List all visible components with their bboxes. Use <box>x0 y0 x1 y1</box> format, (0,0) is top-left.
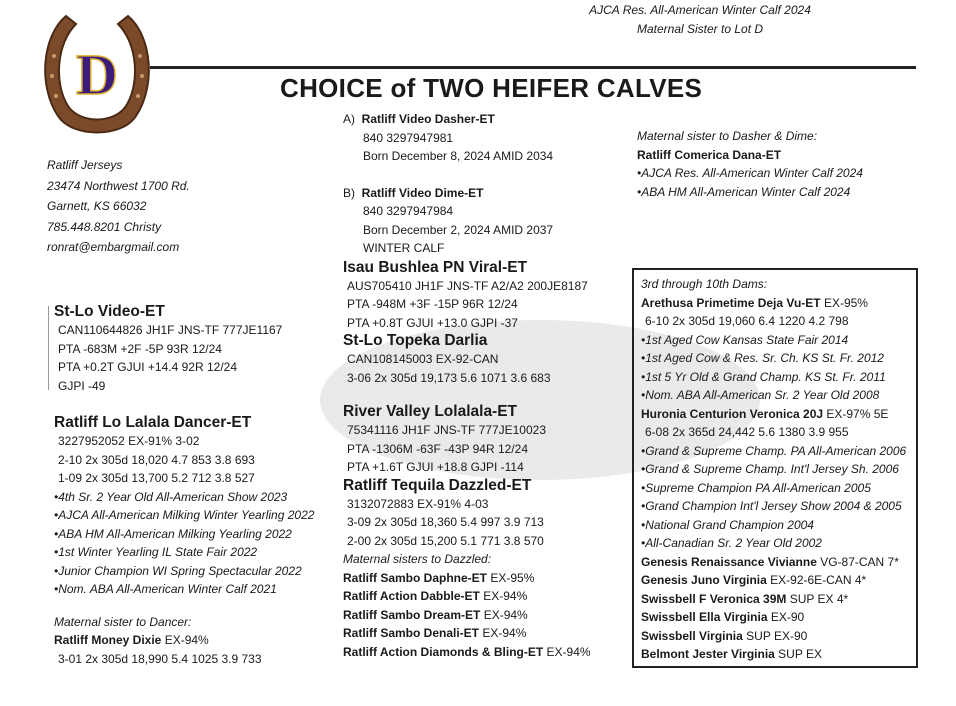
sire-of-sire-name: Isau Bushlea PN Viral-ET <box>343 258 528 276</box>
logo-letter: D <box>76 42 118 107</box>
sire-dam-column <box>54 303 344 668</box>
dazzled-sister-name: Ratliff Sambo Dream-ET <box>343 607 481 622</box>
calf-a-reg: 840 3297947981 <box>363 130 454 145</box>
ancestor-dam-name: Swissbell Virginia <box>641 628 743 643</box>
dam-4-award: •Grand Champion Int'l Jersey Show 2004 & 2005 <box>641 499 902 513</box>
sire-line-4: GJPI -49 <box>58 378 106 393</box>
dam-name: Ratliff Lo Lalala Dancer-ET <box>54 414 252 431</box>
dam-line-3: 1-09 2x 305d 13,700 5.2 712 3.8 527 <box>58 471 255 485</box>
dazzled-sister-score: EX-94% <box>479 589 528 603</box>
dam-3-award: •Nom. ABA All-American Sr. 2 Year Old 2008 <box>641 388 880 402</box>
ancestor-dam-name: Swissbell Ella Virginia <box>641 610 768 624</box>
bracket-line <box>48 306 49 390</box>
calf-a-born: Born December 8, 2024 AMID 2034 <box>363 149 554 163</box>
dam-3-award: •1st Aged Cow & Res. Sr. Ch. KS St. Fr. 2012 <box>641 351 884 365</box>
sire-of-sire-line-3: PTA +0.8T GJUI +13.0 GJPI -37 <box>347 315 518 330</box>
dams-box-label: 3rd through 10th Dams: <box>641 277 768 291</box>
calf-b-reg: 840 3297947984 <box>363 204 454 218</box>
dam-3-award: •1st 5 Yr Old & Grand Champ. KS St. Fr. 2011 <box>641 369 886 384</box>
maternal-sister-label: Maternal sister to Dasher & Dime: <box>637 129 818 143</box>
page-title: CHOICE of TWO HEIFER CALVES <box>280 73 703 103</box>
dams-box-content <box>641 275 916 664</box>
sire-of-dam-line-1: 75341116 JH1F JNS-TF 777JE10023 <box>347 423 547 437</box>
calf-b-note: WINTER CALF <box>363 241 445 255</box>
email: ronrat@embargmail.com <box>47 240 180 254</box>
maternal-sister-award-2: •ABA HM All-American Winter Calf 2024 <box>637 184 851 199</box>
sire-name: St-Lo Video-ET <box>54 303 165 320</box>
dam-award-5: •Junior Champion WI Spring Spectacular 2022 <box>54 563 302 578</box>
contact-block <box>47 155 190 258</box>
maternal-sister-award-1: •AJCA Res. All-American Winter Calf 2024 <box>637 166 863 180</box>
dazzled-sister-score: EX-94% <box>480 607 528 622</box>
ancestor-dam-score: EX-90 <box>767 610 805 624</box>
dam-line-1: 3227952052 EX-91% 3-02 <box>58 434 200 448</box>
granddam-line-3: 2-00 2x 305d 15,200 5.1 771 3.8 570 <box>347 533 544 548</box>
dancer-sister-label: Maternal sister to Dancer: <box>54 614 192 629</box>
dam-of-sire-name: St-Lo Topeka Darlia <box>343 332 488 349</box>
address: 23474 Northwest 1700 Rd. <box>47 178 190 193</box>
dam-of-sire-line-1: CAN108145003 EX-92-CAN <box>347 352 499 366</box>
ancestor-dam-name: Genesis Juno Virginia <box>641 573 767 587</box>
ancestor-dam-score: SUP EX <box>774 647 822 661</box>
calf-b-born: Born December 2, 2024 AMID 2037 <box>363 222 554 237</box>
dam-award-2: •AJCA All-American Milking Winter Yearling 2022 <box>54 508 315 522</box>
dam-3-name: Arethusa Primetime Deja Vu-ET <box>641 295 821 310</box>
dam-line-2: 2-10 2x 305d 18,020 4.7 853 3.8 693 <box>58 452 255 467</box>
dam-4-award: •National Grand Champion 2004 <box>641 517 814 532</box>
ancestor-dam-score: SUP EX 4* <box>786 591 849 606</box>
dancer-sister-name: Ratliff Money Dixie <box>54 633 162 647</box>
dam-of-sire-line-2: 3-06 2x 305d 19,173 5.6 1071 3.6 683 <box>347 370 551 385</box>
dazzled-sister-name: Ratliff Sambo Daphne-ET <box>343 570 488 585</box>
farm-name: Ratliff Jerseys <box>47 158 123 172</box>
calves-column <box>343 110 633 661</box>
ancestor-dam-name: Belmont Jester Virginia <box>641 647 775 661</box>
dam-3-award: •1st Aged Cow Kansas State Fair 2014 <box>641 332 849 347</box>
granddam-line-2: 3-09 2x 305d 18,360 5.4 997 3.9 713 <box>347 515 544 529</box>
dam-award-4: •1st Winter Yearling IL State Fair 2022 <box>54 545 258 559</box>
phone: 785.448.8201 Christy <box>47 219 162 234</box>
dazzled-sister-score: EX-94% <box>543 644 591 659</box>
dam-4-score: EX-97% 5E <box>823 406 889 421</box>
maternal-sister-block <box>637 127 917 201</box>
ancestor-dam-score: SUP EX-90 <box>742 628 808 643</box>
dazzled-sister-name: Ratliff Action Dabble-ET <box>343 589 480 603</box>
dam-3-record: 6-10 2x 305d 19,060 6.4 1220 4.2 798 <box>645 314 849 328</box>
sire-line-2: PTA -683M +2F -5P 93R 12/24 <box>58 341 222 356</box>
sire-of-dam-name: River Valley Lolalala-ET <box>343 403 518 420</box>
sire-of-dam-line-2: PTA -1306M -63F -43P 94R 12/24 <box>347 441 528 456</box>
header-line-2: Maternal Sister to Lot D <box>636 22 764 36</box>
dam-award-1: •4th Sr. 2 Year Old All-American Show 2023 <box>54 489 288 504</box>
sire-of-sire-line-2: PTA -948M +3F -15P 96R 12/24 <box>347 297 518 311</box>
sire-of-sire-line-1: AUS705410 JH1F JNS-TF A2/A2 200JE8187 <box>347 278 588 293</box>
calf-b-name: Ratliff Video Dime-ET <box>361 185 484 200</box>
dam-4-award: •All-Canadian Sr. 2 Year Old 2002 <box>641 536 822 550</box>
granddam-name: Ratliff Tequila Dazzled-ET <box>343 476 532 494</box>
calf-a-name: Ratliff Video Dasher-ET <box>361 112 495 126</box>
maternal-sister-name: Ratliff Comerica Dana-ET <box>637 147 782 162</box>
dam-4-award: •Grand & Supreme Champ. PA All-American 2006 <box>641 443 907 458</box>
dazzled-sister-score: EX-95% <box>487 570 535 585</box>
granddam-line-1: 3132072883 EX-91% 4-03 <box>347 496 489 511</box>
calf-a-prefix: A) <box>343 112 355 126</box>
sire-of-dam-line-3: PTA +1.6T GJUI +18.8 GJPI -114 <box>347 460 524 474</box>
dancer-sister-record: 3-01 2x 305d 18,990 5.4 1025 3.9 733 <box>58 651 262 666</box>
dam-4-award: •Grand & Supreme Champ. Int'l Jersey Sh. 2006 <box>641 462 899 476</box>
dazzled-sisters-label: Maternal sisters to Dazzled: <box>343 552 492 566</box>
dazzled-sister-name: Ratliff Action Diamonds & Bling-ET <box>343 644 544 659</box>
dam-award-3: •ABA HM All-American Milking Yearling 2022 <box>54 526 292 541</box>
ancestor-dam-score: EX-92-6E-CAN 4* <box>766 573 867 587</box>
city: Garnett, KS 66032 <box>47 199 147 213</box>
dam-4-award: •Supreme Champion PA All-American 2005 <box>641 480 871 495</box>
header-rule <box>150 66 916 69</box>
calf-b-prefix: B) <box>343 185 355 200</box>
dam-award-6: •Nom. ABA All-American Winter Calf 2021 <box>54 582 277 596</box>
ancestor-dam-score: VG-87-CAN 7* <box>816 554 899 569</box>
dam-4-name: Huronia Centurion Veronica 20J <box>641 406 824 421</box>
ancestor-dam-name: Genesis Renaissance Vivianne <box>641 554 817 569</box>
header-line-1: AJCA Res. All-American Winter Calf 2024 <box>589 3 811 17</box>
dam-4-record: 6-08 2x 365d 24,442 5.6 1380 3.9 955 <box>645 425 849 439</box>
horseshoe-logo <box>38 6 156 146</box>
sire-line-1: CAN110644826 JH1F JNS-TF 777JE1167 <box>58 323 283 337</box>
ancestor-dam-name: Swissbell F Veronica 39M <box>641 591 787 606</box>
dancer-sister-score: EX-94% <box>161 633 209 647</box>
dazzled-sister-name: Ratliff Sambo Denali-ET <box>343 626 480 640</box>
sire-line-3: PTA +0.2T GJUI +14.4 92R 12/24 <box>58 360 237 374</box>
dam-3-score: EX-95% <box>820 295 868 310</box>
dazzled-sister-score: EX-94% <box>479 626 527 640</box>
